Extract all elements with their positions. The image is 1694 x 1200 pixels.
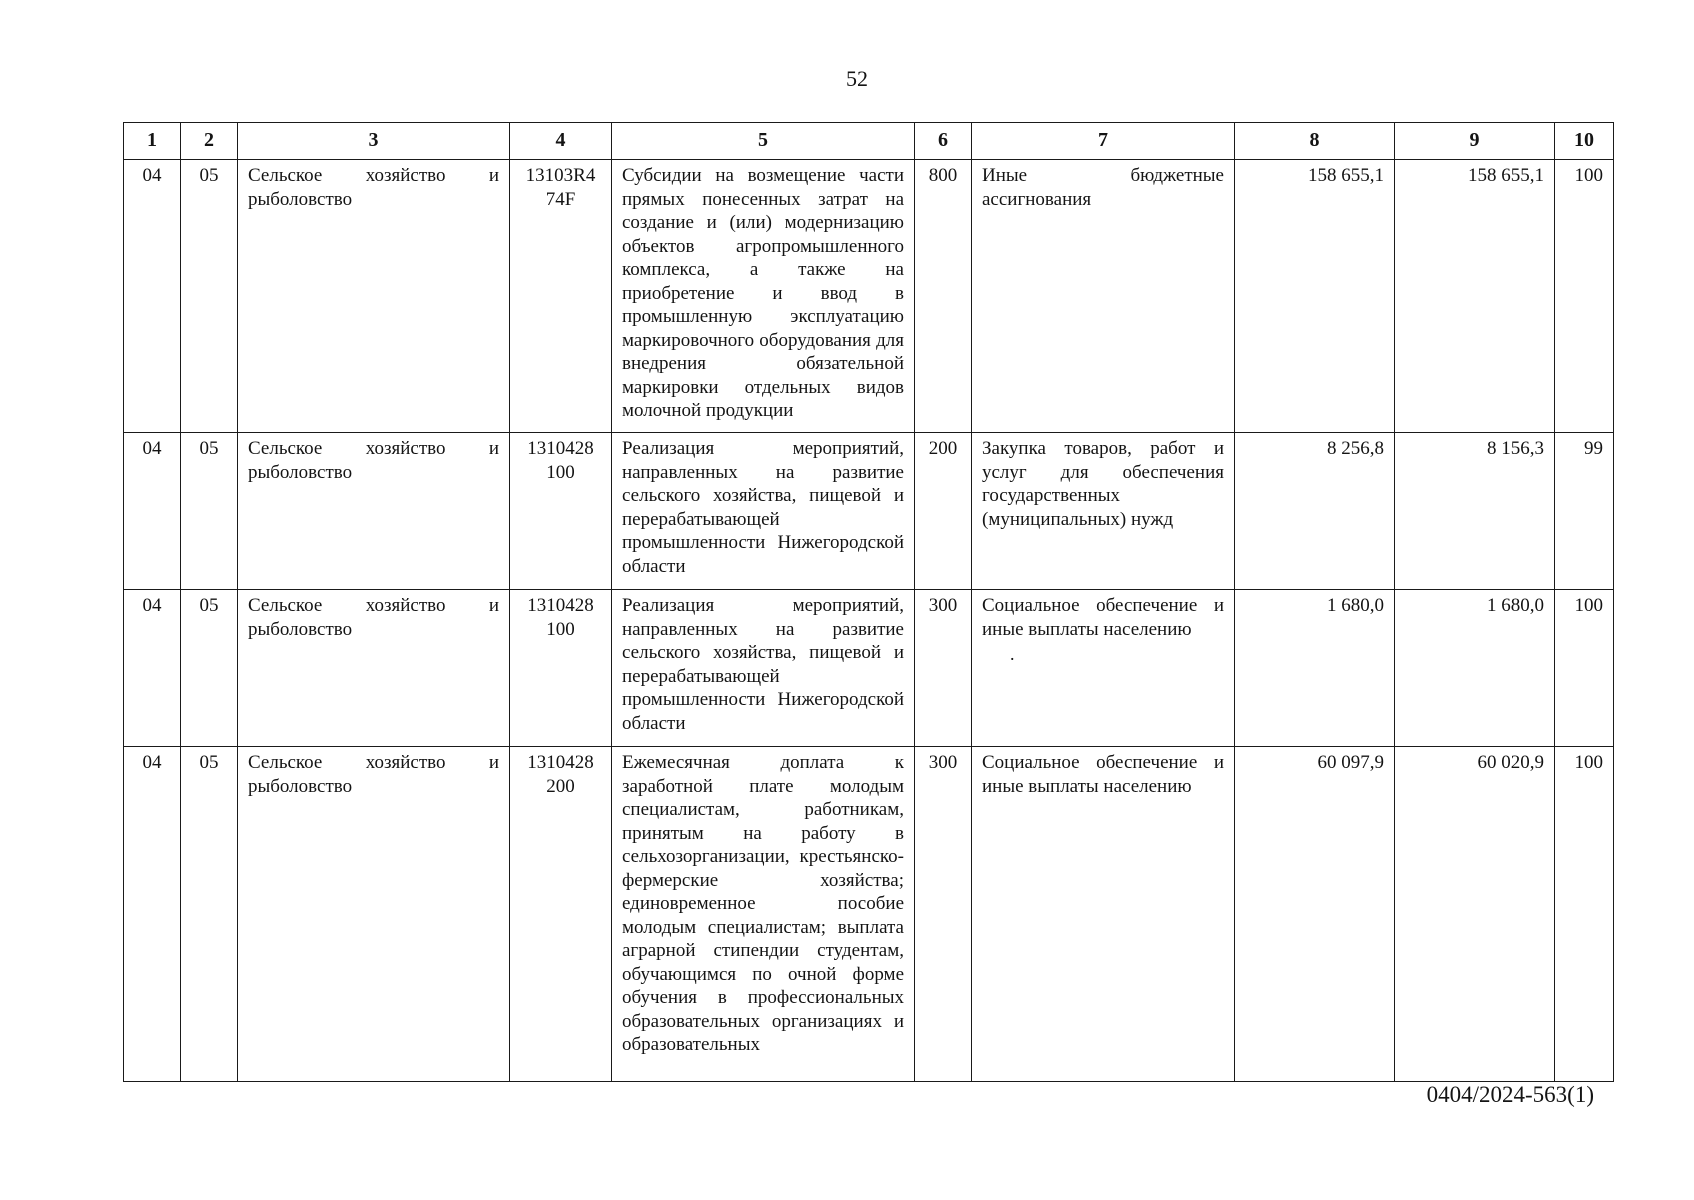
stray-mark: . [1010, 644, 1015, 664]
header-col-9: 9 [1395, 123, 1555, 160]
cell-section: 04 [124, 747, 181, 1082]
cell-subsection: 05 [181, 160, 238, 433]
cell-target-code: 1310428 100 [510, 590, 612, 747]
cell-section-name: Сельское хозяйство и рыболовство [238, 590, 510, 747]
cell-actual-amount: 1 680,0 [1395, 590, 1555, 747]
cell-planned-amount: 8 256,8 [1235, 433, 1395, 590]
cell-planned-amount: 158 655,1 [1235, 160, 1395, 433]
table-row [124, 590, 1614, 747]
cell-planned-amount: 60 097,9 [1235, 747, 1395, 1082]
cell-subsection: 05 [181, 747, 238, 1082]
cell-expense-type-name: Социальное обеспечение и иные выплаты населению [972, 747, 1235, 1082]
cell-actual-amount: 8 156,3 [1395, 433, 1555, 590]
cell-section: 04 [124, 590, 181, 747]
cell-section-name: Сельское хозяйство и рыболовство [238, 160, 510, 433]
cell-section-name: Сельское хозяйство и рыболовство [238, 747, 510, 1082]
table-row [124, 160, 1614, 433]
header-col-6: 6 [915, 123, 972, 160]
cell-target-code: 13103R4 74F [510, 160, 612, 433]
cell-target-code: 1310428 200 [510, 747, 612, 1082]
cell-subsection: 05 [181, 590, 238, 747]
cell-expense-type-name: Иные бюджетные ассигнования [972, 160, 1235, 433]
cell-target-name: Ежемесячная доплата к заработной плате молодым специалистам, работникам, принятым на работу в сельхозорганизации, крестьянско-фермерские хозяйства; единовременное пособие молодым специалистам; выплата аграрной стипендии студентам, обучающимся по очной форме обучения в профессиональных образовательных организациях и образовательных [612, 747, 915, 1082]
cell-section: 04 [124, 160, 181, 433]
cell-percent: 100 [1555, 160, 1614, 433]
header-col-8: 8 [1235, 123, 1395, 160]
header-col-2: 2 [181, 123, 238, 160]
cell-expense-type-code: 200 [915, 433, 972, 590]
cell-percent: 99 [1555, 433, 1614, 590]
cell-planned-amount: 1 680,0 [1235, 590, 1395, 747]
header-col-1: 1 [124, 123, 181, 160]
cell-expense-type-name [972, 590, 1235, 747]
header-col-10: 10 [1555, 123, 1614, 160]
cell-subsection: 05 [181, 433, 238, 590]
table-header-row [124, 123, 1614, 160]
cell-percent: 100 [1555, 747, 1614, 1082]
table-row [124, 433, 1614, 590]
cell-expense-type-text: Социальное обеспечение и иные выплаты населению [982, 595, 1224, 640]
header-col-7: 7 [972, 123, 1235, 160]
table-row [124, 747, 1614, 1082]
page-number: 52 [846, 66, 868, 91]
document-code: 0404/2024-563(1) [1426, 1082, 1594, 1107]
header-col-3: 3 [238, 123, 510, 160]
header-col-5: 5 [612, 123, 915, 160]
cell-section-name: Сельское хозяйство и рыболовство [238, 433, 510, 590]
cell-target-name: Субсидии на возмещение части прямых понесенных затрат на создание и (или) модернизацию объектов агропромышленного комплекса, а также на приобретение и ввод в промышленную эксплуатацию маркировочного оборудования для внедрения обязательной маркировки отдельных видов молочной продукции [612, 160, 915, 433]
cell-section: 04 [124, 433, 181, 590]
cell-actual-amount: 158 655,1 [1395, 160, 1555, 433]
cell-percent: 100 [1555, 590, 1614, 747]
cell-expense-type-code: 800 [915, 160, 972, 433]
cell-expense-type-code: 300 [915, 590, 972, 747]
header-col-4: 4 [510, 123, 612, 160]
cell-expense-type-name: Закупка товаров, работ и услуг для обеспечения государственных (муниципальных) нужд [972, 433, 1235, 590]
cell-target-name: Реализация мероприятий, направленных на развитие сельского хозяйства, пищевой и перерабатывающей промышленности Нижегородской области [612, 590, 915, 747]
cell-expense-type-code: 300 [915, 747, 972, 1082]
cell-target-code: 1310428 100 [510, 433, 612, 590]
budget-table [123, 122, 1614, 1082]
cell-actual-amount: 60 020,9 [1395, 747, 1555, 1082]
cell-target-name: Реализация мероприятий, направленных на развитие сельского хозяйства, пищевой и перерабатывающей промышленности Нижегородской области [612, 433, 915, 590]
